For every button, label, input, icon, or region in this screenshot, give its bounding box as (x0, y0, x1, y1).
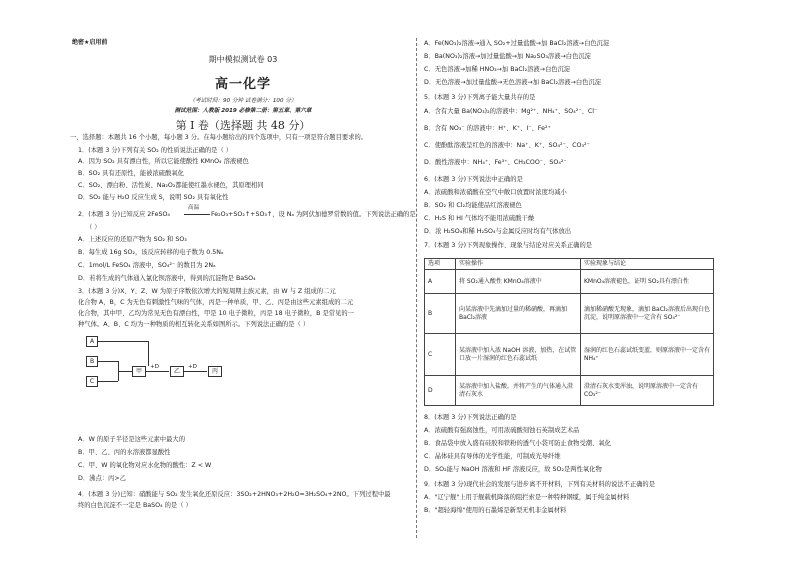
q4-option-a: A．Fe(NO₃)₂溶液→通入 SO₂+过量盐酸→加 BaCl₂溶液→白色沉淀 (424, 40, 610, 47)
table-header-option: 选项 (425, 259, 456, 270)
exam-title: 期中模拟测试卷 03 (208, 55, 278, 64)
q8-option-c: C．晶体硅具有导体的光学性能，可制成光导纤维 (424, 453, 561, 460)
q2-condition: 高温 (188, 205, 200, 211)
q6-option-a: A．浓硫酸和浓硝酸在空气中敞口放置时浓度均减小 (424, 189, 567, 196)
q2-option-b: B．每生成 16g SO₂，该反应转移的电子数为 0.5Nₐ (78, 249, 224, 256)
q1-option-b: B．SO₂ 具有还原性，能被浓硫酸氧化 (78, 170, 184, 177)
table-cell-option: D (425, 376, 456, 406)
q6-option-d: D．浓 H₂SO₄和稀 H₂SO₄与金属反应时均有气体放出 (424, 228, 572, 235)
q4-stem-line1: 4．(本题 3 分)已知：硝酸能与 SO₂ 发生氧化还原反应：3SO₂+2HNO₃+2H₂O=3H₂SO₄+2NO。下列过程中最 (78, 491, 391, 498)
table-cell-operation: 某溶液中加入盐酸，并将产生的气体通入澄清石灰水 (456, 376, 581, 406)
table-cell-operation: 将 SO₂通入酸性 KMnO₄溶液中 (456, 270, 581, 294)
diagram-box-yi: 乙 (170, 366, 184, 377)
q3-option-c: C．甲、W 的氧化物对应水化物的酸性：Z < W (78, 462, 212, 469)
table-cell-result: 澄清石灰水变浑浊，说明原溶液中一定含有 CO₃²⁻ (581, 376, 714, 406)
table-cell-result: KMnO₄溶液褪色，证明 SO₂具有漂白性 (581, 270, 714, 294)
table-header-row (425, 259, 714, 270)
q3-option-d: D．沸点：丙>乙 (78, 475, 126, 482)
diagram-line-b (98, 361, 118, 362)
table-cell-result: 滴加稀硝酸无现象，滴加 BaCl₂溶液后出现白色沉淀，说明原溶液中一定含有 SO₄²⁻ (581, 294, 714, 334)
q1-stem: 1．(本题 3 分)下列有关 SO₂ 的性质说法正确的是（ ） (78, 147, 233, 154)
table-cell-operation: 某溶液中加入浓 NaOH 溶液，加热，在试管口放一片湿润的红色石蕊试纸 (456, 334, 581, 376)
table-row (425, 294, 714, 334)
q2-option-c: C．1mol/L FeSO₄ 溶液中，SO₄²⁻ 的数目为 2Nₐ (78, 262, 216, 269)
q8-option-d: D．SO₂能与 NaOH 溶液和 HF 溶液反应，故 SO₂是两性氧化物 (424, 466, 602, 473)
table-header-operation: 实验操作 (456, 259, 581, 270)
part-title: 第 I 卷（选择题 共 48 分） (175, 119, 311, 132)
q4-stem-line2: 终的白色沉淀不一定是 BaSO₄ 的是（ ） (78, 502, 192, 509)
diagram-arrow-jia-yi (145, 371, 169, 372)
diagram-line-a (98, 341, 148, 342)
diagram-plus-d1: +D (150, 364, 159, 370)
q1-option-c: C．SO₂、漂白粉、活性炭、Na₂O₂都能使红墨水褪色，其原理相同 (78, 182, 264, 189)
q6-option-b: B．SO₂ 和 Cl₂均能使品红溶液褪色 (424, 202, 522, 209)
q3-stem-line3: 化合物，其中甲、乙均为常见无色有漂白性，甲是 10 电子微粒，丙是 18 电子微粒，B 是常见的一 (78, 310, 354, 317)
q5-stem: 5．(本题 3 分)下列离子能大量共存的是 (424, 94, 536, 101)
q5-option-c: C．使酚酞溶液呈红色的溶液中：Na⁺、K⁺、SO₄²⁻、CO₃²⁻ (424, 142, 590, 149)
q2-reaction-arrow (184, 214, 210, 215)
diagram-plus-d2: +D (188, 364, 197, 370)
q2-option-a: A．上述反应的还原产物为 SO₂ 和 SO₃ (78, 236, 187, 243)
q3-option-b: B．甲、乙、丙的水溶液都显酸性 (78, 449, 171, 456)
table-header-result: 实验现象与结论 (581, 259, 714, 270)
confidential-label: 绝密★启用前 (72, 39, 108, 46)
q3-option-a: A．W 的原子半径是这些元素中最大的 (78, 436, 185, 443)
q8-stem: 8．(本题 3 分)下列说法正确的是 (424, 414, 517, 421)
q7-stem: 7．(本题 3 分)下列现象操作、现象与结论对应关系正确的是 (424, 242, 593, 249)
q1-option-d: D．SO₂ 能与 H₂O 反应生成 S，说明 SO₂ 具有氧化性 (78, 194, 229, 201)
q3-stem-line2: 化合物 A，B，C 为无色有刺激性气味的气体，丙是一种单质，甲、乙、丙是由这些元素组成的二元 (78, 299, 354, 306)
q3-stem-line1: 3．(本题 3 分)X、Y、Z、W 为原子序数依次增大的短周期主族元素，由 W 与 Z 组成的二元 (78, 288, 336, 295)
q3-stem-line4: 种气体。A、B、C 均为一种物质的相互转化关系如图所示。下列说法正确的是（ ） (78, 321, 310, 328)
q4-option-b: B．Ba(NO₃)₂溶液→加过量盐酸→加 Na₂SO₃溶液→白色沉淀 (424, 53, 591, 60)
q8-option-a: A．浓硫酸有强腐蚀性，可用浓硫酸刻蚀石英制成艺术品 (424, 427, 580, 434)
column-divider (416, 38, 417, 538)
diagram-box-bing: 丙 (208, 366, 222, 377)
diagram-box-c: C (86, 376, 98, 387)
diagram-line-c (98, 381, 118, 382)
q4-option-d: D．无色溶液→加过量盐酸→无色溶液→加 BaCl₂溶液→白色沉淀 (424, 79, 602, 86)
q9-stem: 9．(本题 3 分)现代社会的发展与进步离不开材料，下列有关材料的说法不正确的是 (424, 481, 656, 488)
table-cell-option: B (425, 294, 456, 334)
diagram-box-a: A (86, 336, 98, 347)
table-row (425, 334, 714, 376)
diagram-box-b: B (86, 356, 98, 367)
q2-option-d: D．若将生成的气体通入氯化钡溶液中，得到的沉淀物是 BaSO₄ (78, 275, 256, 282)
q6-option-c: C．H₂S 和 HI 气体均不能用浓硫酸干燥 (424, 215, 535, 222)
q7-table (424, 258, 714, 406)
q2-stem-start: 2．(本题 3 分)已知反应 2FeSO₄ (78, 211, 170, 218)
section-instruction: 一、选择题：本题共 16 个小题，每小题 3 分。在每小题给出的四个选项中，只有一项是符合题目要求的。 (70, 134, 368, 141)
q5-option-b: B．含有 NO₃⁻ 的溶液中：H⁺、K⁺、I⁻、Fe²⁺ (424, 125, 551, 132)
diagram-arrow-to-jia (118, 371, 132, 372)
q9-option-b: B．"超轻海绵"使用的石墨烯是新型无机非金属材料 (424, 507, 567, 514)
table-cell-option: A (425, 270, 456, 294)
table-row (425, 376, 714, 406)
q2-stem-end: Fe₂O₃+SO₂↑+SO₃↑，设 Nₐ 为阿伏加德罗常数的值。下列说法正确的是 (211, 211, 416, 218)
q6-stem: 6．(本题 3 分)下列说法中正确的是 (424, 176, 523, 183)
q3-diagram (82, 336, 282, 426)
subject-title: 高一化学 (214, 77, 271, 92)
diagram-box-jia: 甲 (132, 366, 146, 377)
q2-paren: （ ） (86, 224, 101, 231)
test-scope: 测试范围：人教版 2019 必修第二册：第五章、第六章 (174, 108, 312, 114)
q8-option-b: B．食品袋中放入盛有硅胶和铁粉的透气小袋可防止食物受潮、氧化 (424, 440, 611, 447)
table-cell-operation: 向某溶液中先滴加过量的稀硝酸，再滴加 BaCl₂溶液 (456, 294, 581, 334)
q9-option-a: A．"辽宁舰"上用于舰载机降落的阻拦索是一种特种钢缆，属于纯金属材料 (424, 494, 630, 501)
time-score-info: （考试时间：90 分钟 试卷满分：100 分） (189, 98, 297, 104)
table-cell-option: C (425, 334, 456, 376)
table-row (425, 270, 714, 294)
q4-option-c: C．无色溶液→加稀 HNO₃→加 BaCl₂溶液→白色沉淀 (424, 66, 571, 73)
q1-option-a: A．因为 SO₂ 具有漂白性，所以它能使酸性 KMnO₄ 溶液褪色 (78, 158, 249, 165)
q5-option-d: D．酸性溶液中：NH₄⁺、Fe³⁺、CH₃COO⁻、SO₄²⁻ (424, 159, 567, 166)
diagram-arrow-yi-bing (183, 371, 207, 372)
diagram-line-a-down (148, 341, 149, 366)
table-cell-result: 湿润的红色石蕊试纸变蓝，则原溶液中一定含有 NH₄⁺ (581, 334, 714, 376)
q5-option-a: A．含有大量 Ba(NO₃)₂的溶液中：Mg²⁺、NH₄⁺、SO₄²⁻、Cl⁻ (424, 108, 598, 115)
